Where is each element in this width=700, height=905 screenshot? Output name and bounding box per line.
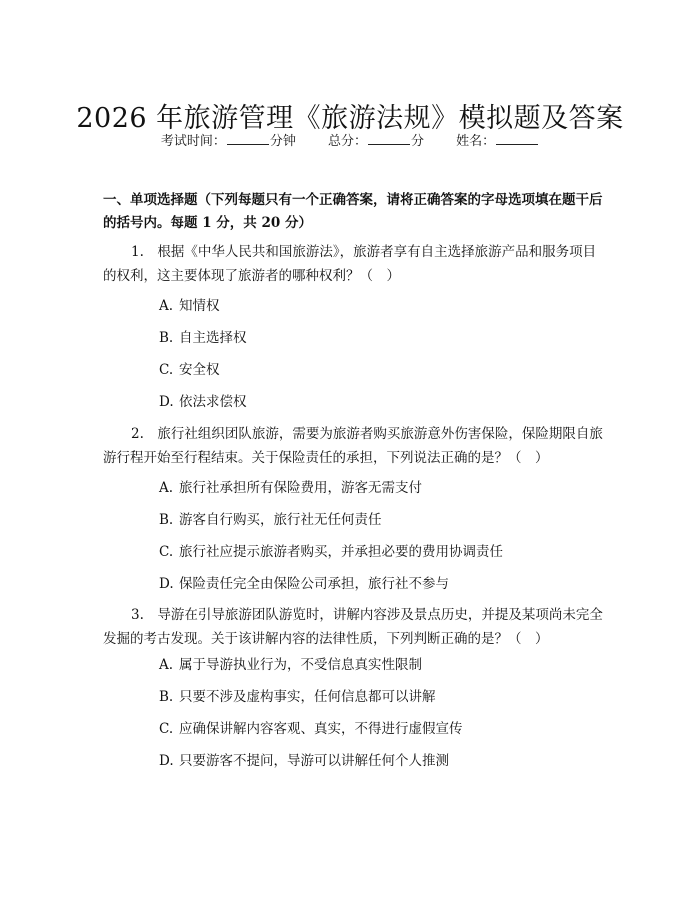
- option-letter: A.: [159, 298, 174, 314]
- option-letter: C.: [159, 721, 174, 737]
- exam-time-blank: [227, 132, 269, 145]
- section-heading: 一、单项选择题（下列每题只有一个正确答案，请将正确答案的字母选项填在题干后的括号内。每题 1 分，共 20 分）: [103, 192, 603, 231]
- exam-time-field: [161, 132, 296, 152]
- option-text: 游客自行购买，旅行社无任何责任: [179, 512, 382, 528]
- q1-option-a: [159, 296, 599, 316]
- option-letter: D.: [159, 753, 174, 769]
- q3-option-d: [159, 751, 599, 771]
- q1-option-c: [159, 360, 599, 380]
- question-1: 1. 根据《中华人民共和国旅游法》，旅游者享有自主选择旅游产品和服务项目的权利，这主要体现了旅游者的哪种权利？（ ）: [103, 244, 597, 284]
- name-blank: [496, 132, 538, 145]
- q3-option-c: [159, 719, 599, 739]
- q1-option-b: [159, 328, 599, 348]
- option-text: 只要不涉及虚构事实，任何信息都可以讲解: [179, 689, 436, 705]
- option-letter: D.: [159, 394, 174, 410]
- total-score-label: 总分：: [327, 134, 367, 149]
- option-letter: A.: [159, 480, 174, 496]
- option-letter: B.: [159, 512, 174, 528]
- exam-time-unit: 分钟: [269, 134, 296, 149]
- total-score-field: [328, 132, 424, 152]
- option-text: 保险责任完全由保险公司承担，旅行社不参与: [179, 576, 449, 592]
- option-text: 旅行社承担所有保险费用，游客无需支付: [179, 480, 422, 496]
- name-label: 姓名：: [456, 134, 496, 149]
- option-text: 旅行社应提示旅游者购买，并承担必要的费用协调责任: [179, 544, 503, 560]
- option-letter: C.: [159, 544, 174, 560]
- total-score-unit: 分: [411, 134, 425, 149]
- question-3: 3. 导游在引导旅游团队游览时，讲解内容涉及景点历史，并提及某项尚未完全发掘的考古发现。关于该讲解内容的法律性质，下列判断正确的是？（ ）: [103, 607, 603, 647]
- page-title: 2026 年旅游管理《旅游法规》模拟题及答案: [76, 103, 624, 135]
- exam-time-label: 考试时间：: [160, 134, 226, 149]
- q2-option-c: [159, 542, 599, 562]
- q2-option-b: [159, 510, 599, 530]
- q3-option-b: [159, 687, 599, 707]
- name-field: [456, 132, 539, 152]
- exam-info-line: [0, 132, 700, 152]
- option-letter: D.: [159, 576, 174, 592]
- option-letter: C.: [159, 362, 174, 378]
- option-text: 知情权: [179, 298, 220, 314]
- option-text: 自主选择权: [179, 330, 247, 346]
- option-letter: B.: [159, 689, 174, 705]
- option-letter: A.: [159, 657, 174, 673]
- option-text: 依法求偿权: [179, 394, 247, 410]
- option-text: 安全权: [179, 362, 220, 378]
- option-text: 属于导游执业行为，不受信息真实性限制: [179, 657, 422, 673]
- option-letter: B.: [159, 330, 174, 346]
- q2-option-d: [159, 574, 599, 594]
- question-2: 2. 旅行社组织团队旅游，需要为旅游者购买旅游意外伤害保险，保险期限自旅游行程开始至行程结束。关于保险责任的承担，下列说法正确的是？（ ）: [103, 426, 603, 466]
- option-text: 应确保讲解内容客观、真实，不得进行虚假宣传: [179, 721, 463, 737]
- q3-option-a: [159, 655, 599, 675]
- q2-option-a: [159, 478, 599, 498]
- option-text: 只要游客不提问，导游可以讲解任何个人推测: [179, 753, 449, 769]
- q1-option-d: [159, 392, 599, 412]
- total-score-blank: [368, 132, 410, 145]
